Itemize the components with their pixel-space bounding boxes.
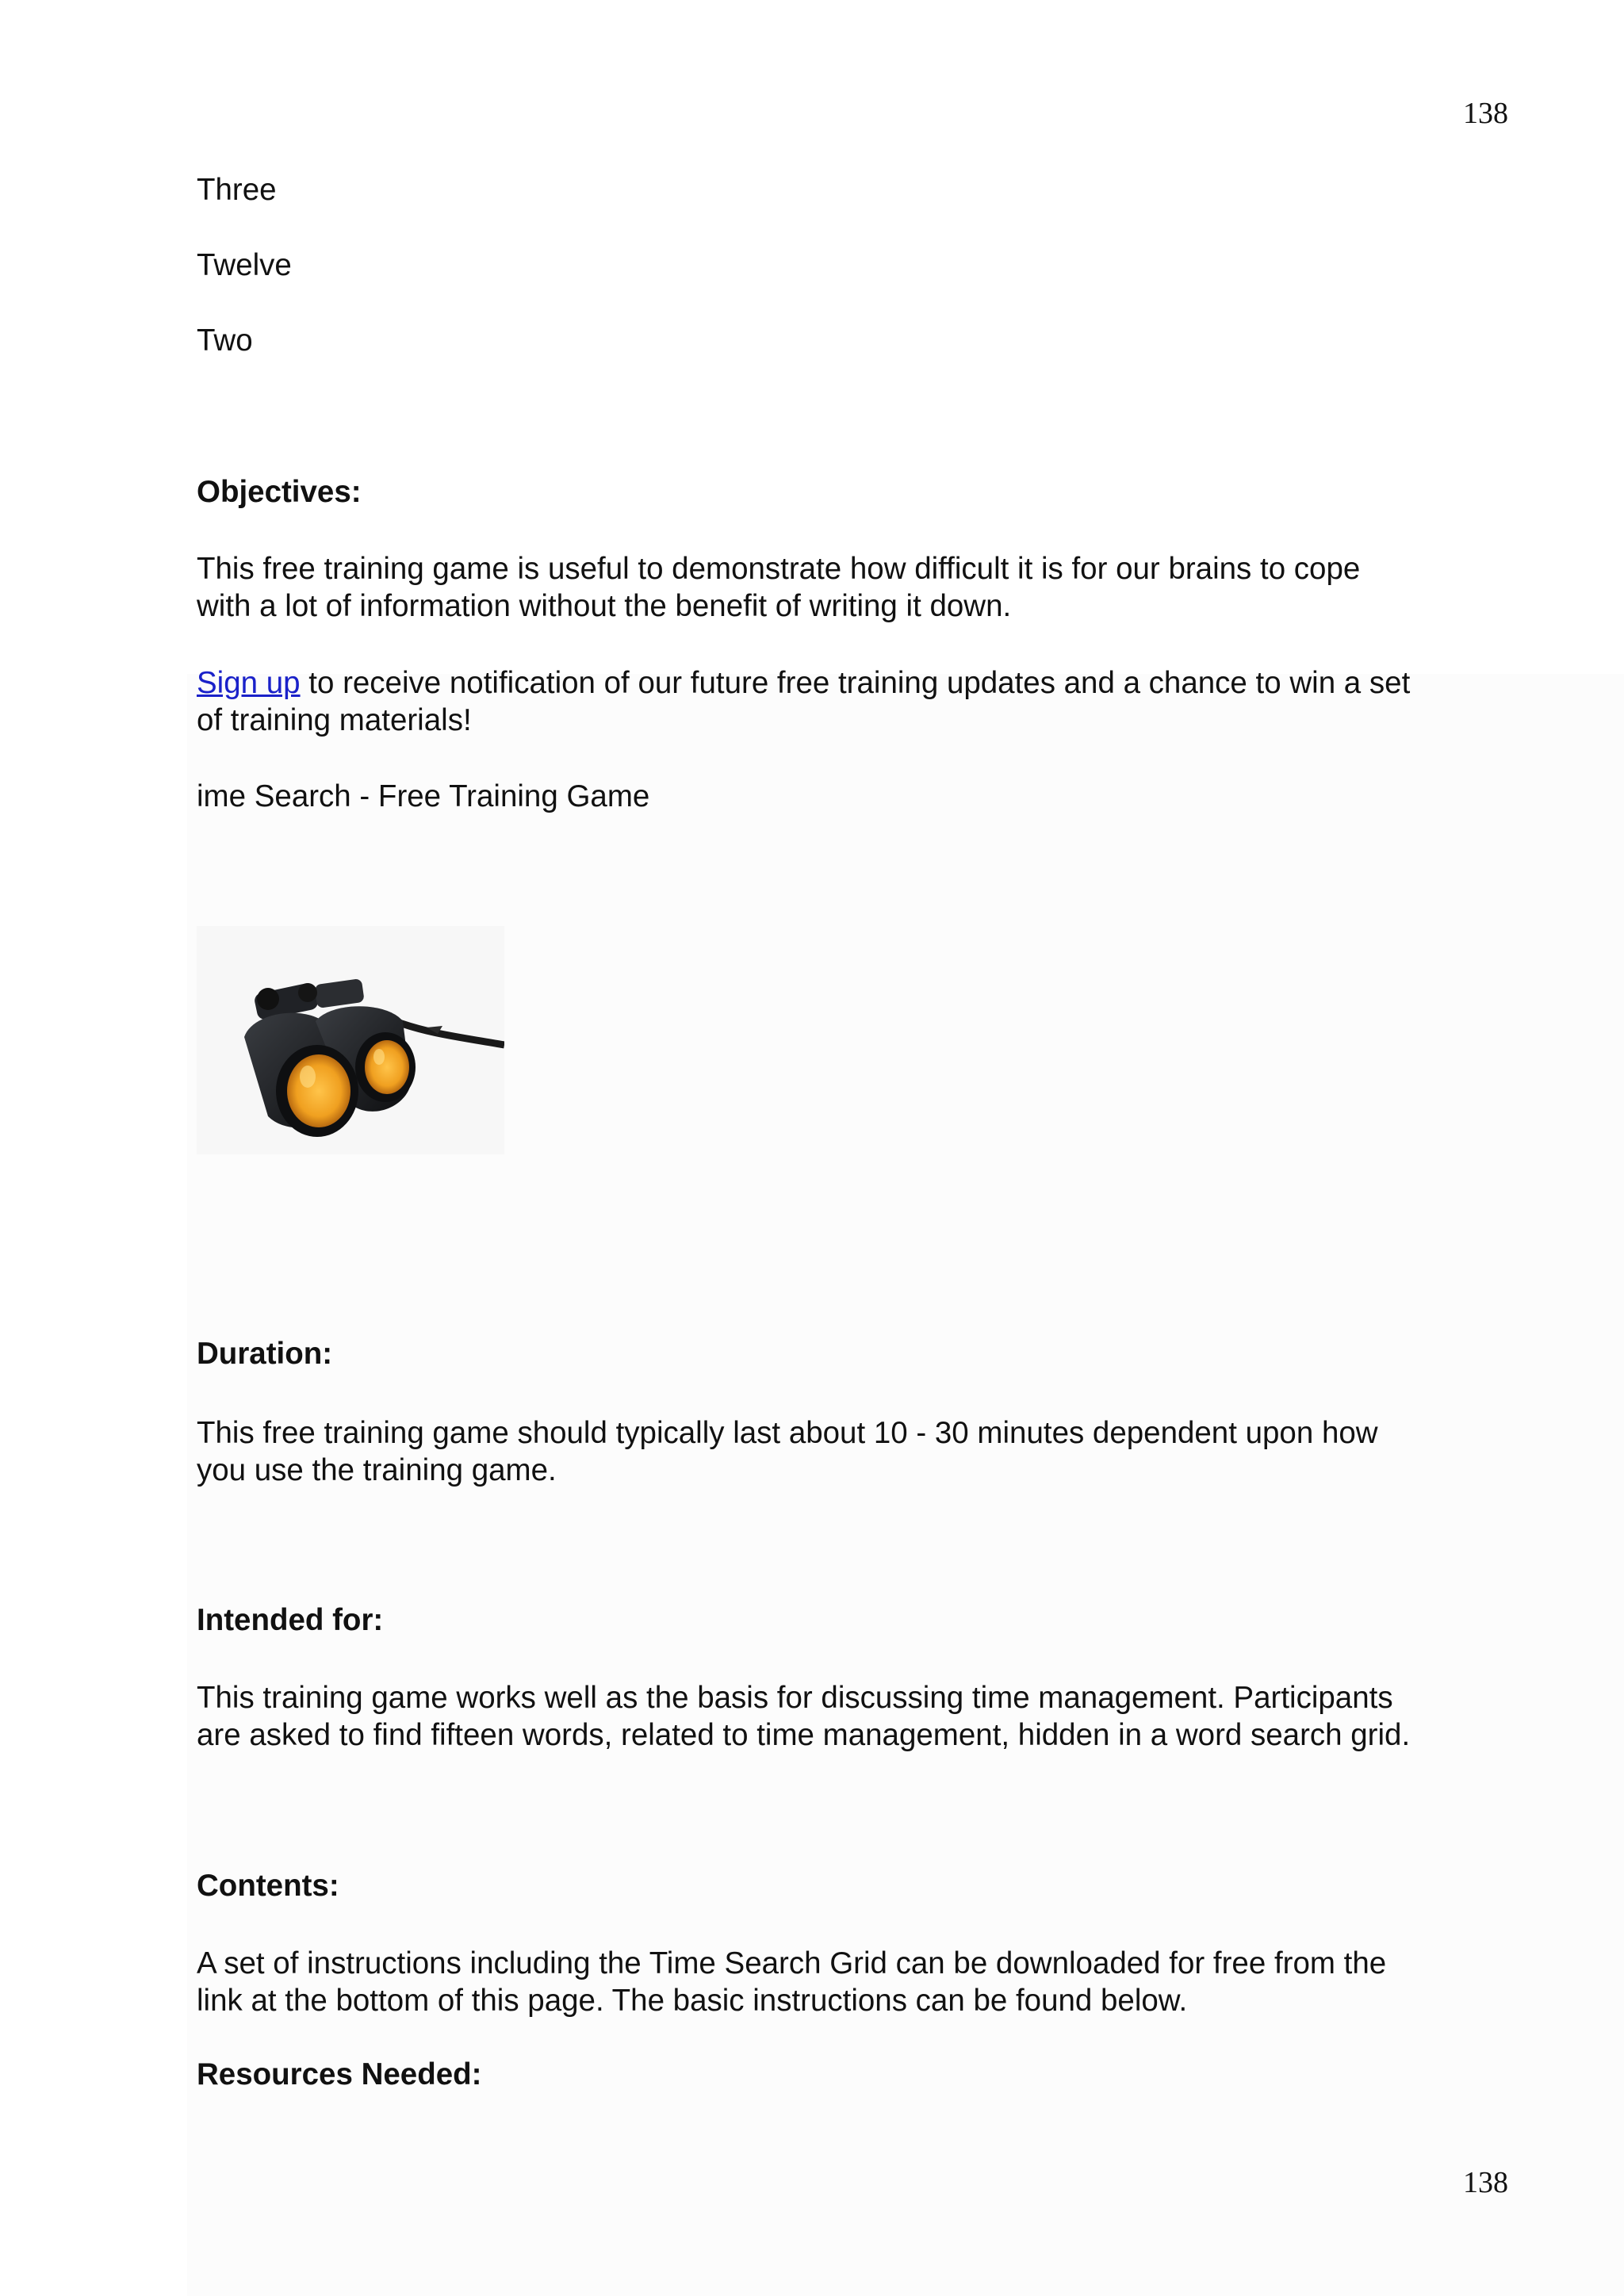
resources-heading: Resources Needed: [197,2057,482,2091]
contents-heading: Contents: [197,1869,339,1903]
signup-paragraph [197,664,1513,739]
list-item-twelve: Twelve [197,248,292,282]
intended-for-paragraph [197,1679,1513,1754]
objectives-line-1: This free training game is useful to demonstrate how difficult it is for our brains to cope [197,552,1361,586]
duration-heading: Duration: [197,1337,333,1371]
duration-paragraph [197,1414,1513,1489]
page-number-top: 138 [1463,97,1508,130]
list-item-two: Two [197,323,253,358]
duration-line-2: you use the training game. [197,1453,557,1487]
signup-text: to receive notification of our future free training updates and a chance to win a set [300,666,1411,700]
intended-for-line-1: This training game works well as the basis for discussing time management. Participants [197,1681,1393,1715]
contents-paragraph [197,1945,1513,2019]
objectives-heading: Objectives: [197,475,362,509]
objectives-paragraph [197,550,1513,625]
game-title: ime Search - Free Training Game [197,779,650,813]
objectives-line-2: with a lot of information without the benefit of writing it down. [197,589,1012,623]
contents-line-1: A set of instructions including the Time Search Grid can be downloaded for free from the [197,1946,1387,1980]
sign-up-link[interactable]: Sign up [197,666,301,700]
page-number-bottom: 138 [1463,2166,1508,2199]
binoculars-icon [197,926,504,1154]
signup-line-2: of training materials! [197,703,472,737]
binoculars-image [197,926,504,1154]
duration-line-1: This free training game should typically last about 10 - 30 minutes dependent upon how [197,1416,1378,1450]
contents-line-2: link at the bottom of this page. The basic instructions can be found below. [197,1984,1188,2018]
list-item-three: Three [197,173,277,207]
intended-for-line-2: are asked to find fifteen words, related to time management, hidden in a word search grid. [197,1718,1411,1752]
signup-line-1 [197,664,1513,702]
intended-for-heading: Intended for: [197,1603,384,1637]
